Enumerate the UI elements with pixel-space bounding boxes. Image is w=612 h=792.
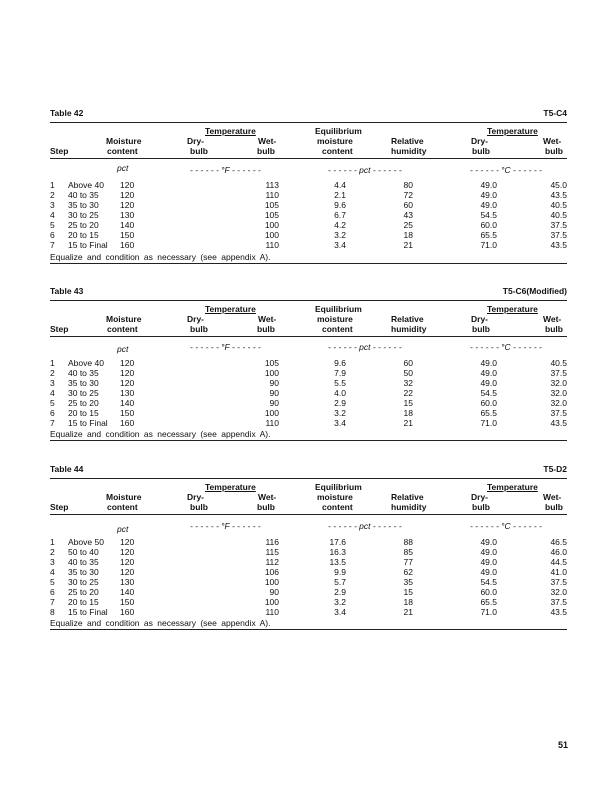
table-row — [50, 608, 567, 618]
equilibrium-moisture-cell: 13.5 — [329, 557, 346, 567]
step-cell: 1 — [50, 358, 55, 368]
equilibrium-moisture-cell: 2.1 — [334, 190, 346, 200]
moisture-content-cell: 15 to Final — [68, 240, 108, 250]
step-header: Step — [50, 146, 69, 156]
relative-humidity-cell: 32 — [403, 378, 413, 388]
wet-bulb-c-cell: 37.5 — [550, 577, 567, 587]
relative-header: Relative — [391, 136, 424, 146]
bottom-rule — [50, 440, 567, 441]
equilibrium-moisture-cell: 3.2 — [334, 408, 346, 418]
relative-humidity-cell: 85 — [403, 547, 413, 557]
step-cell: 7 — [50, 418, 55, 428]
dry-bulb-f-cell: 130 — [120, 210, 135, 220]
equilibrium-header: Equilibrium — [315, 304, 362, 314]
relative-humidity-cell: 77 — [403, 557, 413, 567]
units-pct: pct — [117, 524, 129, 534]
wet-header-c: Wet- — [543, 136, 562, 146]
step-header: Step — [50, 502, 69, 512]
equilibrium-moisture-cell: 5.5 — [334, 378, 346, 388]
moisture-header: Moisture — [106, 314, 142, 324]
dry-bulb-c-cell: 71.0 — [480, 607, 497, 617]
equilibrium-moisture-cell: 7.9 — [334, 368, 346, 378]
eq-content-header: content — [322, 502, 353, 512]
units-f: - - - - - - °F - - - - - - — [190, 165, 261, 175]
wet-bulb-f-cell: 90 — [269, 378, 279, 388]
relative-humidity-cell: 62 — [403, 567, 413, 577]
equilibrium-moisture-cell: 3.4 — [334, 607, 346, 617]
step-header: Step — [50, 324, 69, 334]
temperature-header-c: Temperature — [487, 482, 538, 492]
bottom-rule — [50, 629, 567, 630]
wet-bulb-header: bulb — [257, 502, 275, 512]
wet-bulb-c-cell: 37.5 — [550, 597, 567, 607]
units-pct-mid: - - - - - - pct - - - - - - — [328, 521, 402, 531]
wet-bulb-c-cell: 43.5 — [550, 190, 567, 200]
moisture-content-cell: 15 to Final — [68, 607, 108, 617]
moisture-content-cell: Above 40 — [68, 180, 104, 190]
wet-bulb-f-cell: 110 — [265, 190, 279, 200]
moisture-content-cell: 20 to 15 — [68, 408, 99, 418]
content-header: content — [107, 502, 138, 512]
wet-bulb-c-cell: 41.0 — [550, 567, 567, 577]
equilibrium-moisture-cell: 5.7 — [334, 577, 346, 587]
wet-bulb-c-cell: 32.0 — [550, 378, 567, 388]
dry-bulb-f-cell: 120 — [120, 200, 135, 210]
schedule-code: T5-C6(Modified) — [502, 286, 567, 296]
humidity-header: humidity — [391, 146, 427, 156]
step-cell: 2 — [50, 547, 55, 557]
relative-humidity-cell: 18 — [403, 230, 413, 240]
dry-header-c: Dry- — [471, 136, 489, 146]
dry-header: Dry- — [187, 136, 205, 146]
wet-bulb-f-cell: 110 — [265, 418, 279, 428]
dry-bulb-f-cell: 120 — [120, 537, 135, 547]
moisture-content-cell: 50 to 40 — [68, 547, 99, 557]
content-header: content — [107, 324, 138, 334]
dry-header: Dry- — [187, 314, 205, 324]
units-f: - - - - - - °F - - - - - - — [190, 521, 261, 531]
top-rule — [50, 478, 567, 479]
dry-bulb-c-cell: 65.5 — [480, 408, 497, 418]
dry-header-c: Dry- — [471, 314, 489, 324]
temperature-header-c: Temperature — [487, 126, 538, 136]
step-cell: 3 — [50, 200, 55, 210]
wet-bulb-f-cell: 113 — [265, 180, 279, 190]
relative-humidity-cell: 15 — [403, 398, 413, 408]
step-cell: 1 — [50, 537, 55, 547]
moisture-content-cell: 25 to 20 — [68, 587, 99, 597]
equilibrium-moisture-cell: 9.6 — [334, 358, 346, 368]
relative-humidity-cell: 22 — [403, 388, 413, 398]
step-cell: 6 — [50, 587, 55, 597]
relative-humidity-cell: 25 — [403, 220, 413, 230]
moisture-content-cell: 35 to 30 — [68, 378, 99, 388]
dry-bulb-f-cell: 120 — [120, 180, 135, 190]
wet-bulb-c-cell: 37.5 — [550, 368, 567, 378]
equilibrium-moisture-cell: 3.2 — [334, 230, 346, 240]
moisture-content-cell: 30 to 25 — [68, 388, 99, 398]
dry-bulb-f-cell: 140 — [120, 220, 135, 230]
moisture-content-cell: 25 to 20 — [68, 220, 99, 230]
wet-bulb-c-cell: 40.5 — [550, 200, 567, 210]
wet-bulb-c-cell: 44.5 — [550, 557, 567, 567]
wet-bulb-c-cell: 45.0 — [550, 180, 567, 190]
bulb-header: bulb — [190, 146, 208, 156]
step-cell: 7 — [50, 240, 55, 250]
dry-bulb-f-cell: 130 — [120, 388, 135, 398]
step-cell: 7 — [50, 597, 55, 607]
equilibrium-moisture-cell: 3.4 — [334, 240, 346, 250]
wet-bulb-c-cell: 43.5 — [550, 607, 567, 617]
step-cell: 4 — [50, 210, 55, 220]
dry-bulb-c-cell: 49.0 — [480, 200, 497, 210]
relative-humidity-cell: 15 — [403, 587, 413, 597]
dry-bulb-c-cell: 49.0 — [480, 557, 497, 567]
page-number: 51 — [557, 740, 568, 750]
bottom-rule — [50, 263, 567, 264]
step-cell: 2 — [50, 190, 55, 200]
relative-humidity-cell: 88 — [403, 537, 413, 547]
eq-content-header: content — [322, 146, 353, 156]
step-cell: 5 — [50, 398, 55, 408]
dry-bulb-c-cell: 49.0 — [480, 358, 497, 368]
table-42 — [50, 108, 567, 268]
humidity-header: humidity — [391, 502, 427, 512]
wet-bulb-c-cell: 40.5 — [550, 358, 567, 368]
equilibrium-moisture-cell: 16.3 — [329, 547, 346, 557]
wet-bulb-header-c: bulb — [545, 324, 563, 334]
relative-humidity-cell: 21 — [403, 240, 413, 250]
table-title: Table 42 — [50, 108, 84, 118]
wet-bulb-c-cell: 40.5 — [550, 210, 567, 220]
wet-bulb-f-cell: 100 — [264, 408, 279, 418]
dry-bulb-f-cell: 120 — [120, 557, 135, 567]
wet-bulb-f-cell: 100 — [264, 220, 279, 230]
step-cell: 3 — [50, 557, 55, 567]
wet-bulb-f-cell: 100 — [264, 368, 279, 378]
wet-bulb-f-cell: 90 — [269, 388, 279, 398]
step-cell: 5 — [50, 220, 55, 230]
dry-bulb-c-cell: 65.5 — [480, 230, 497, 240]
bulb-header-c: bulb — [472, 502, 490, 512]
dry-bulb-c-cell: 71.0 — [480, 418, 497, 428]
wet-bulb-f-cell: 100 — [264, 577, 279, 587]
relative-humidity-cell: 50 — [403, 368, 413, 378]
dry-bulb-c-cell: 49.0 — [480, 547, 497, 557]
wet-header-c: Wet- — [543, 492, 562, 502]
eq-content-header: content — [322, 324, 353, 334]
units-f: - - - - - - °F - - - - - - — [190, 342, 261, 352]
table-43 — [50, 286, 567, 446]
header-rule — [50, 158, 567, 159]
top-rule — [50, 122, 567, 123]
dry-bulb-f-cell: 120 — [120, 547, 135, 557]
equilibrium-moisture-cell: 6.7 — [334, 210, 346, 220]
moisture-content-cell: Above 40 — [68, 358, 104, 368]
temperature-header: Temperature — [205, 482, 256, 492]
table-footer: Equalize and condition as necessary (see appendix A). — [50, 429, 271, 439]
units-pct-mid: - - - - - - pct - - - - - - — [328, 165, 402, 175]
moisture-content-cell: 25 to 20 — [68, 398, 99, 408]
relative-header: Relative — [391, 314, 424, 324]
bulb-header-c: bulb — [472, 146, 490, 156]
wet-bulb-c-cell: 37.5 — [550, 230, 567, 240]
step-cell: 8 — [50, 607, 55, 617]
temperature-header: Temperature — [205, 126, 256, 136]
wet-bulb-header: bulb — [257, 146, 275, 156]
dry-bulb-f-cell: 150 — [120, 597, 135, 607]
moisture-content-cell: 20 to 15 — [68, 597, 99, 607]
wet-header-c: Wet- — [543, 314, 562, 324]
moisture-content-cell: 35 to 30 — [68, 567, 99, 577]
dry-bulb-f-cell: 140 — [120, 587, 135, 597]
dry-bulb-f-cell: 120 — [120, 358, 135, 368]
moisture-content-cell: 30 to 25 — [68, 210, 99, 220]
dry-header-c: Dry- — [471, 492, 489, 502]
dry-bulb-f-cell: 160 — [120, 240, 135, 250]
equilibrium-header: Equilibrium — [315, 126, 362, 136]
moisture-lc-header: moisture — [317, 492, 353, 502]
relative-humidity-cell: 35 — [403, 577, 413, 587]
relative-humidity-cell: 72 — [403, 190, 413, 200]
moisture-lc-header: moisture — [317, 136, 353, 146]
wet-bulb-f-cell: 110 — [265, 240, 279, 250]
wet-bulb-c-cell: 32.0 — [550, 587, 567, 597]
dry-header: Dry- — [187, 492, 205, 502]
moisture-content-cell: Above 50 — [68, 537, 104, 547]
wet-header: Wet- — [258, 492, 277, 502]
dry-bulb-c-cell: 49.0 — [480, 190, 497, 200]
dry-bulb-c-cell: 60.0 — [480, 220, 497, 230]
content-header: content — [107, 146, 138, 156]
wet-bulb-c-cell: 37.5 — [550, 408, 567, 418]
dry-bulb-c-cell: 49.0 — [480, 180, 497, 190]
wet-bulb-c-cell: 32.0 — [550, 398, 567, 408]
relative-header: Relative — [391, 492, 424, 502]
wet-bulb-f-cell: 105 — [264, 200, 279, 210]
relative-humidity-cell: 21 — [403, 418, 413, 428]
relative-humidity-cell: 43 — [403, 210, 413, 220]
step-cell: 3 — [50, 378, 55, 388]
moisture-content-cell: 40 to 35 — [68, 368, 99, 378]
moisture-content-cell: 35 to 30 — [68, 200, 99, 210]
dry-bulb-c-cell: 49.0 — [480, 537, 497, 547]
schedule-code: T5-D2 — [543, 464, 567, 474]
wet-header: Wet- — [258, 314, 277, 324]
wet-bulb-c-cell: 37.5 — [550, 220, 567, 230]
top-rule — [50, 300, 567, 301]
equilibrium-moisture-cell: 2.9 — [334, 398, 346, 408]
relative-humidity-cell: 60 — [403, 200, 413, 210]
wet-bulb-c-cell: 43.5 — [550, 418, 567, 428]
moisture-content-cell: 15 to Final — [68, 418, 108, 428]
dry-bulb-c-cell: 60.0 — [480, 587, 497, 597]
relative-humidity-cell: 80 — [403, 180, 413, 190]
wet-bulb-f-cell: 105 — [264, 210, 279, 220]
wet-header: Wet- — [258, 136, 277, 146]
wet-bulb-header: bulb — [257, 324, 275, 334]
bulb-header-c: bulb — [472, 324, 490, 334]
equilibrium-moisture-cell: 9.6 — [334, 200, 346, 210]
moisture-content-cell: 30 to 25 — [68, 577, 99, 587]
dry-bulb-f-cell: 120 — [120, 190, 135, 200]
step-cell: 1 — [50, 180, 55, 190]
dry-bulb-f-cell: 160 — [120, 607, 135, 617]
wet-bulb-f-cell: 115 — [265, 547, 279, 557]
step-cell: 6 — [50, 230, 55, 240]
moisture-content-cell: 40 to 35 — [68, 557, 99, 567]
wet-bulb-header-c: bulb — [545, 146, 563, 156]
step-cell: 6 — [50, 408, 55, 418]
equilibrium-moisture-cell: 4.0 — [334, 388, 346, 398]
table-row — [50, 241, 567, 251]
temperature-header: Temperature — [205, 304, 256, 314]
dry-bulb-f-cell: 130 — [120, 577, 135, 587]
step-cell: 4 — [50, 567, 55, 577]
step-cell: 5 — [50, 577, 55, 587]
units-c: - - - - - - °C - - - - - - — [470, 521, 542, 531]
dry-bulb-c-cell: 54.5 — [480, 388, 497, 398]
table-footer: Equalize and condition as necessary (see appendix A). — [50, 618, 271, 628]
header-rule — [50, 514, 567, 515]
units-pct-mid: - - - - - - pct - - - - - - — [328, 342, 402, 352]
wet-bulb-f-cell: 90 — [269, 587, 279, 597]
equilibrium-moisture-cell: 2.9 — [334, 587, 346, 597]
moisture-header: Moisture — [106, 136, 142, 146]
dry-bulb-c-cell: 49.0 — [480, 378, 497, 388]
moisture-content-cell: 40 to 35 — [68, 190, 99, 200]
bulb-header: bulb — [190, 324, 208, 334]
equilibrium-moisture-cell: 3.4 — [334, 418, 346, 428]
table-title: Table 43 — [50, 286, 84, 296]
table-title: Table 44 — [50, 464, 84, 474]
temperature-header-c: Temperature — [487, 304, 538, 314]
bulb-header: bulb — [190, 502, 208, 512]
table-footer: Equalize and condition as necessary (see appendix A). — [50, 252, 271, 262]
moisture-lc-header: moisture — [317, 314, 353, 324]
dry-bulb-c-cell: 49.0 — [480, 368, 497, 378]
humidity-header: humidity — [391, 324, 427, 334]
wet-bulb-f-cell: 112 — [265, 557, 279, 567]
wet-bulb-c-cell: 32.0 — [550, 388, 567, 398]
dry-bulb-c-cell: 54.5 — [480, 210, 497, 220]
wet-bulb-c-cell: 46.0 — [550, 547, 567, 557]
relative-humidity-cell: 60 — [403, 358, 413, 368]
units-c: - - - - - - °C - - - - - - — [470, 342, 542, 352]
dry-bulb-c-cell: 60.0 — [480, 398, 497, 408]
step-cell: 2 — [50, 368, 55, 378]
wet-bulb-f-cell: 116 — [265, 537, 279, 547]
wet-bulb-c-cell: 46.5 — [550, 537, 567, 547]
dry-bulb-c-cell: 49.0 — [480, 567, 497, 577]
equilibrium-moisture-cell: 4.2 — [334, 220, 346, 230]
wet-bulb-header-c: bulb — [545, 502, 563, 512]
units-pct: pct — [117, 344, 129, 354]
table-row — [50, 419, 567, 429]
dry-bulb-c-cell: 65.5 — [480, 597, 497, 607]
step-cell: 4 — [50, 388, 55, 398]
dry-bulb-c-cell: 54.5 — [480, 577, 497, 587]
wet-bulb-f-cell: 110 — [265, 607, 279, 617]
equilibrium-moisture-cell: 4.4 — [334, 180, 346, 190]
dry-bulb-f-cell: 120 — [120, 567, 135, 577]
dry-bulb-c-cell: 71.0 — [480, 240, 497, 250]
wet-bulb-f-cell: 90 — [269, 398, 279, 408]
wet-bulb-f-cell: 100 — [264, 597, 279, 607]
relative-humidity-cell: 18 — [403, 408, 413, 418]
dry-bulb-f-cell: 120 — [120, 368, 135, 378]
equilibrium-header: Equilibrium — [315, 482, 362, 492]
equilibrium-moisture-cell: 17.6 — [329, 537, 346, 547]
dry-bulb-f-cell: 160 — [120, 418, 135, 428]
relative-humidity-cell: 18 — [403, 597, 413, 607]
header-rule — [50, 336, 567, 337]
wet-bulb-f-cell: 100 — [264, 230, 279, 240]
wet-bulb-c-cell: 43.5 — [550, 240, 567, 250]
moisture-header: Moisture — [106, 492, 142, 502]
table-44 — [50, 464, 567, 634]
moisture-content-cell: 20 to 15 — [68, 230, 99, 240]
dry-bulb-f-cell: 150 — [120, 408, 135, 418]
dry-bulb-f-cell: 140 — [120, 398, 135, 408]
units-pct: pct — [117, 163, 129, 173]
wet-bulb-f-cell: 105 — [264, 358, 279, 368]
dry-bulb-f-cell: 150 — [120, 230, 135, 240]
wet-bulb-f-cell: 106 — [264, 567, 279, 577]
units-c: - - - - - - °C - - - - - - — [470, 165, 542, 175]
equilibrium-moisture-cell: 9.9 — [334, 567, 346, 577]
equilibrium-moisture-cell: 3.2 — [334, 597, 346, 607]
dry-bulb-f-cell: 120 — [120, 378, 135, 388]
relative-humidity-cell: 21 — [403, 607, 413, 617]
schedule-code: T5-C4 — [543, 108, 567, 118]
